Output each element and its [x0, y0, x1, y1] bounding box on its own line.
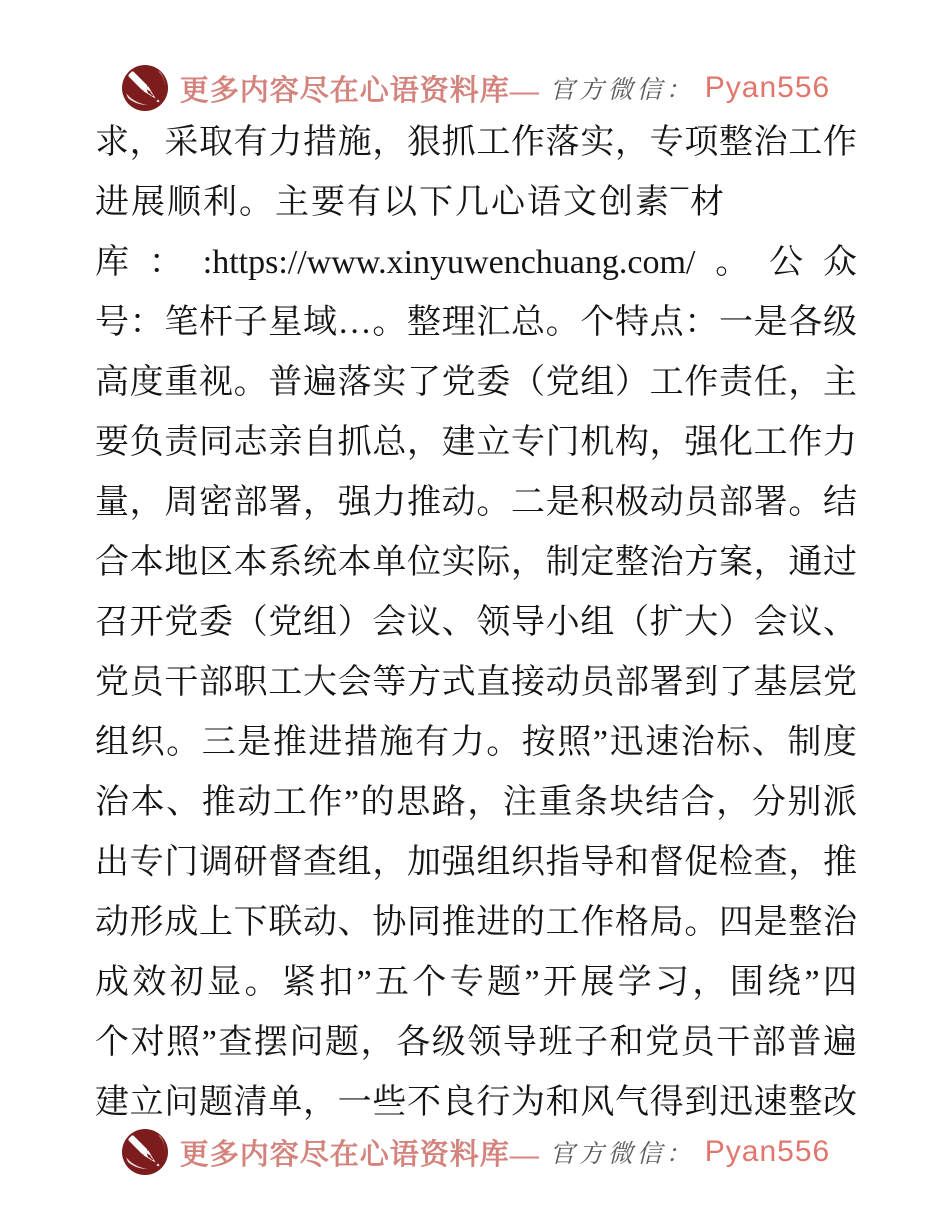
- document-body: [95, 113, 857, 1133]
- text-line: 合本地区本系统本单位实际，制定整治方案，通过: [95, 544, 857, 581]
- footer-watermark: [0, 1126, 950, 1178]
- text-line: 号：笔杆子星域…。整理汇总。个特点：一是各级: [95, 304, 857, 341]
- text-line: 量，周密部署，强力推动。二是积极动员部署。结: [95, 484, 857, 521]
- text-line: 要负责同志亲自抓总，建立专门机构，强化工作力: [95, 424, 857, 461]
- watermark-site-text: 更多内容尽在心语资料库—: [179, 74, 540, 107]
- watermark-wechat-id: Pyan556: [704, 1135, 831, 1168]
- text-line: 求，采取有力措施，狠抓工作落实，专项整治工作: [95, 124, 857, 161]
- watermark-site-text: 更多内容尽在心语资料库—: [179, 1138, 540, 1171]
- watermark-wechat-label: 官方微信：: [549, 1141, 695, 1168]
- text-line: 治本、推动工作”的思路，注重条块结合，分别派: [95, 784, 857, 821]
- text-line: 成效初显。紧扣”五个专题”开展学习，围绕”四: [95, 964, 857, 1001]
- header-watermark: [0, 62, 950, 114]
- fountain-pen-logo-icon: [120, 1127, 170, 1177]
- text-line: 高度重视。普遍落实了党委（党组）工作责任，主: [95, 364, 857, 401]
- text-line: 个对照”查摆问题，各级领导班子和党员干部普遍: [95, 1024, 857, 1061]
- text-line: 召开党委（党组）会议、领导小组（扩大）会议、: [95, 604, 857, 641]
- text-line: 动形成上下联动、协同推进的工作格局。四是整治: [95, 904, 857, 941]
- text-line: 库：:https://www.xinyuwenchuang.com/。公众: [95, 244, 857, 281]
- watermark-wechat-id: Pyan556: [704, 71, 831, 104]
- text-line: 进展顺利。主要有以下几心语文创素¯材: [95, 184, 726, 221]
- text-line: 建立问题清单，一些不良行为和风气得到迅速整改: [95, 1084, 857, 1121]
- text-line: 党员干部职工大会等方式直接动员部署到了基层党: [95, 664, 857, 701]
- text-line: 出专门调研督查组，加强组织指导和督促检查，推: [95, 844, 857, 881]
- text-line: 组织。三是推进措施有力。按照”迅速治标、制度: [95, 724, 857, 761]
- fountain-pen-logo-icon: [120, 63, 170, 113]
- watermark-wechat-label: 官方微信：: [549, 77, 695, 104]
